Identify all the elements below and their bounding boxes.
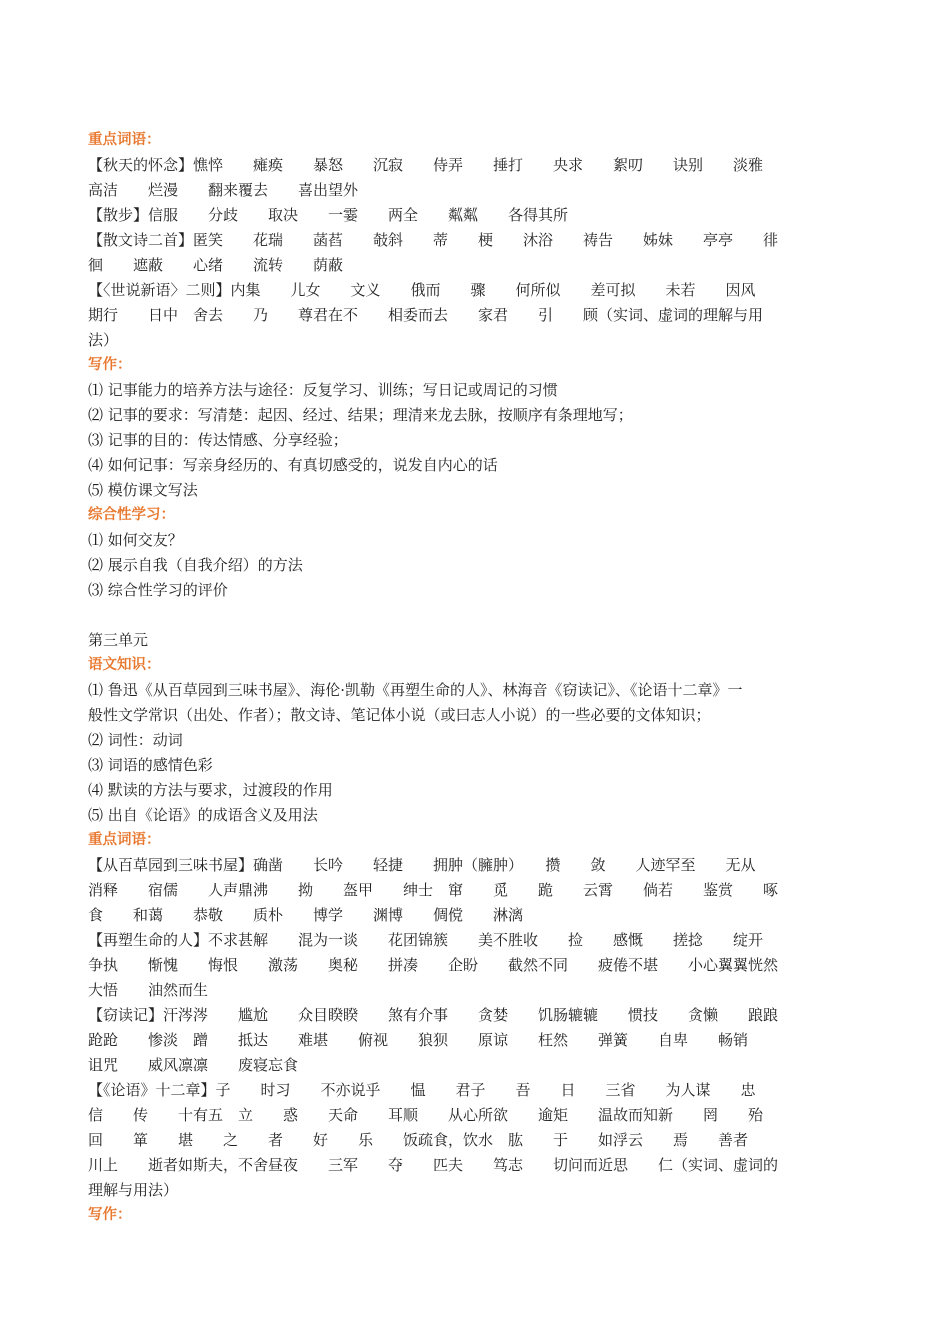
text-line: 大悟 油然而生	[88, 981, 209, 999]
text-line: ⑸ 模仿课文写法	[88, 481, 198, 499]
text-line: 般性文学常识（出处、作者）；散文诗、笔记体小说（或曰志人小说）的一些必要的文体知识；	[88, 706, 711, 724]
text-line: 诅咒 威风凛凛 废寝忘食	[88, 1056, 299, 1074]
text-line: ⑵ 词性：动词	[88, 731, 183, 749]
text-line: 争执 惭愧 悔恨 激荡 奥秘 拼凑 企盼 截然不同 疲倦不堪 小心翼翼恍然	[88, 956, 779, 974]
text-line: 食 和蔼 恭敬 质朴 博学 渊博 倜傥 淋漓	[88, 906, 524, 924]
text-line: 【散文诗二首】匿笑 花瑞 菡萏 攲斜 蒂 梗 沐浴 祷告 姊妹 亭亭 徘	[88, 231, 779, 249]
text-line: 【从百草园到三味书屋】确凿 长吟 轻捷 拥肿（臃肿） 攒 敛 人迹罕至 无从	[88, 856, 756, 874]
text-line: 回 箪 堪 之 者 好 乐 饭疏食，饮水 肱 于 如浮云 焉 善者	[88, 1131, 749, 1149]
text-line: ⑴ 鲁迅《从百草园到三味书屋》、海伦·凯勒《再塑生命的人》、林海音《窃读记》、《论语十二章》一	[88, 681, 743, 699]
text-line: ⑶ 词语的感情色彩	[88, 756, 213, 774]
text-line: 理解与用法）	[88, 1181, 179, 1199]
text-line: ⑷ 如何记事：写亲身经历的、有真切感受的，说发自内心的话	[88, 456, 498, 474]
text-line: 川上 逝者如斯夫，不舍昼夜 三军 夺 匹夫 笃志 切问而近思 仁（实词、虚词的	[88, 1156, 779, 1174]
blank-line	[88, 603, 862, 628]
text-line: 信 传 十有五 立 惑 天命 耳顺 从心所欲 逾矩 温故而知新 罔 殆	[88, 1106, 764, 1124]
text-line: ⑷ 默读的方法与要求，过渡段的作用	[88, 781, 333, 799]
section-heading: 综合性学习：	[88, 507, 175, 523]
text-line: 法）	[88, 331, 119, 349]
text-line: ⑶ 记事的目的：传达情感、分享经验；	[88, 431, 348, 449]
section-heading: 重点词语：	[88, 832, 161, 848]
section-heading: 语文知识：	[88, 657, 161, 673]
text-line: 第三单元	[88, 631, 149, 649]
text-line: ⑴ 如何交友？	[88, 531, 183, 549]
section-heading: 重点词语：	[88, 132, 161, 148]
text-line: 【散步】信服 分歧 取决 一霎 两全 粼粼 各得其所	[88, 206, 569, 224]
text-line: ⑵ 展示自我（自我介绍）的方法	[88, 556, 303, 574]
text-line: ⑴ 记事能力的培养方法与途径：反复学习、训练；写日记或周记的习惯	[88, 381, 558, 399]
text-line: 【〈世说新语〉二则】内集 儿女 文义 俄而 骤 何所似 差可拟 未若 因风	[88, 281, 756, 299]
text-line: ⑵ 记事的要求：写清楚：起因、经过、结果；理清来龙去脉，按顺序有条理地写；	[88, 406, 633, 424]
text-line: 【秋天的怀念】憔悴 瘫痪 暴怒 沉寂 侍弄 捶打 央求 絮叨 诀别 淡雅	[88, 156, 764, 174]
text-line: ⑶ 综合性学习的评价	[88, 581, 228, 599]
text-line: 【再塑生命的人】不求甚解 混为一谈 花团锦簇 美不胜收 捡 感慨 搓捻 绽开	[88, 931, 764, 949]
text-line: 消释 宿儒 人声鼎沸 拗 盔甲 绅士 窜 觅 跪 云霄 倘若 鉴赏 啄	[88, 881, 779, 899]
text-line: 徊 遮蔽 心绪 流转 荫蔽	[88, 256, 344, 274]
text-line: 期行 日中 舍去 乃 尊君在不 相委而去 家君 引 顾（实词、虚词的理解与用	[88, 306, 764, 324]
text-line: 【《论语》十二章】子 时习 不亦说乎 愠 君子 吾 日 三省 为人谋 忠	[88, 1081, 756, 1099]
text-line: 跄跄 惨淡 蹭 抵达 难堪 俯视 狼狈 原谅 枉然 弹簧 自卑 畅销	[88, 1031, 749, 1049]
text-line: 【窃读记】汗涔涔 尴尬 众目睽睽 煞有介事 贪婪 饥肠辘辘 惯技 贪懒 踉踉	[88, 1006, 779, 1024]
text-line: 高洁 烂漫 翻来覆去 喜出望外	[88, 181, 359, 199]
section-heading: 写作：	[88, 357, 132, 373]
text-line: ⑸ 出自《论语》的成语含义及用法	[88, 806, 318, 824]
section-heading: 写作：	[88, 1207, 132, 1223]
document-page	[88, 128, 862, 1228]
